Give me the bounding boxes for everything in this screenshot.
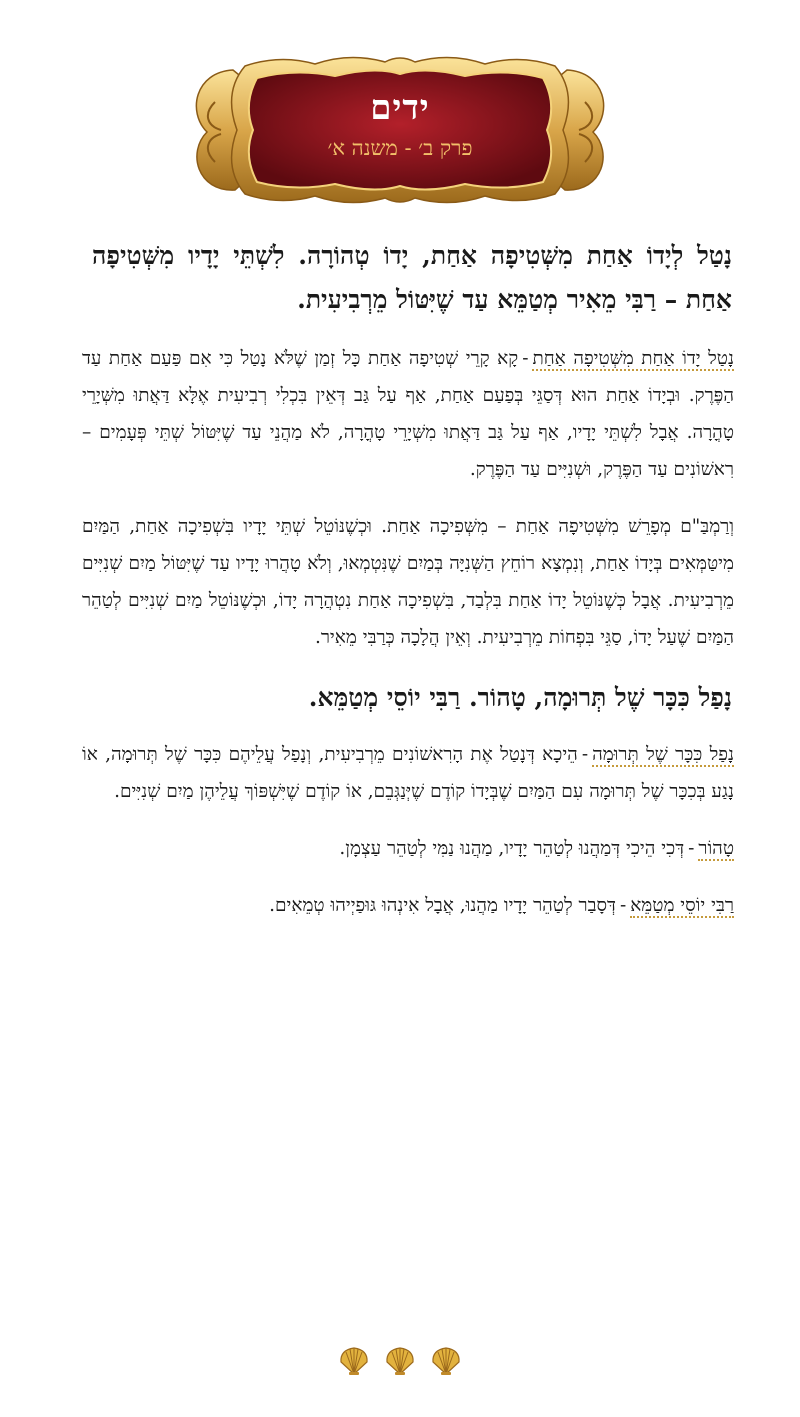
- shell-icon: [384, 1346, 416, 1376]
- commentary-paragraph: [82, 736, 734, 810]
- term-separator: -: [688, 838, 695, 859]
- commentary-term: נָטַל יָדוֹ אַחַת מִשְּׁטִיפָה אַחַת: [532, 348, 734, 369]
- commentary-text: דְּסָבַר לְטַהֵר יָדָיו מַהֲנוּ, אֲבָל אִינְהוּ גּוּפַיְיהוּ טְמֵאִים.: [269, 895, 616, 916]
- term-separator: -: [522, 348, 529, 369]
- shell-icon: [430, 1346, 462, 1376]
- ribbon-scroll-graphic: [185, 52, 615, 208]
- title-banner: [185, 52, 615, 208]
- shell-icon: [338, 1346, 370, 1376]
- commentary-paragraph: [82, 830, 734, 867]
- commentary-text: וְרַמְבַּ"ם מְפָרֵשׁ מִשְּׁטִיפָה אַחַת – מִשְּׁפִיכָה אַחַת. וּכְשֶׁנּוֹטֵל שְׁתֵּי יָדָיו בִּשְׁפִיכָה אַחַת, הַמַּיִם מִיטַּמְּאִים בְּיָדוֹ אַחַת, וְנִמְצָא רוֹחֵץ הַשְּׁנִיָּה בְּמַיִם שֶׁנִּטְמְאוּ, וְלֹא טָהֲרוּ יָדָיו עַד שֶׁיִּטּוֹל מַיִם שְׁנִיִּים מֵרְבִיעִית. אֲבָל כְּשֶׁנּוֹטֵל יָדוֹ אַחַת בִּלְבַד, בִּשְׁפִיכָה אַחַת נִטְהֲרָה יָדוֹ, וּכְשֶׁנּוֹטֵל מַיִם שְׁנִיִּים לְטַהֵר הַמַּיִם שֶׁעַל יָדוֹ, סַגֵּי בִּפְחוֹת מֵרְבִיעִית. וְאֵין הֲלָכָה כְּרַבִּי מֵאִיר.: [82, 516, 734, 648]
- footer-ornament: [0, 1346, 800, 1376]
- commentary-text: קָא קָרֵי שְׁטִיפָה אַחַת כָּל זְמַן שֶׁלֹּא נָטַל כִּי אִם פַּעַם אַחַת עַד הַפֶּרֶק. וּבְיָדוֹ אַחַת הוּא דְּסַגֵּי בְּפַעַם אַחַת, אַף עַל גַּב דְּאֵין בִּכְלִי רְבִיעִית אֶלָּא דַּאֲתוּ מִשְּׁיָרֵי טָהֳרָה. אֲבָל לִשְׁתֵּי יָדָיו, אַף עַל גַּב דַּאֲתוּ מִשְּׁיָרֵי טָהֳרָה, לֹא מַהֲנֵי עַד שֶׁיִּטּוֹל שְׁתֵּי פְּעָמִים – רִאשׁוֹנִים עַד הַפֶּרֶק, וּשְׁנִיִּים עַד הַפֶּרֶק.: [82, 348, 734, 480]
- term-separator: -: [581, 744, 589, 765]
- chapter-subtitle: פרק ב׳ - משנה א׳: [327, 136, 473, 160]
- commentary-term: רַבִּי יוֹסֵי מְטַמֵּא: [630, 895, 734, 916]
- commentary-term: נָפַל כִּכָּר שֶׁל תְּרוּמָה: [592, 744, 734, 765]
- commentary-paragraph: [82, 508, 734, 656]
- commentary-paragraph: [82, 340, 734, 488]
- article-content: [82, 234, 734, 944]
- term-separator: -: [619, 895, 627, 916]
- commentary-text: הֵיכָא דְּנָטַל אֶת הָרִאשׁוֹנִים מֵרְבִיעִית, וְנָפַל עֲלֵיהֶם כִּכָּר שֶׁל תְּרוּמָה, אוֹ נָגַע בְּכִכָּר שֶׁל תְּרוּמָה עִם הַמַּיִם שֶׁבְּיָדוֹ קוֹדֶם שֶׁיְּנַגְּבֵם, אוֹ קוֹדֶם שֶׁיִּשְׁפּוֹךְ עֲלֵיהֶן מַיִם שְׁנִיִּים.: [82, 744, 734, 802]
- mishnah-text-2: נָפַל כִּכָּר שֶׁל תְּרוּמָה, טָהוֹר. רַבִּי יוֹסֵי מְטַמֵּא.: [308, 683, 732, 712]
- commentary-paragraph: [82, 887, 734, 924]
- tractate-title: ידים: [370, 88, 430, 128]
- commentary-term: טָהוֹר: [698, 838, 734, 859]
- commentary-text: דְּכִי הֵיכִי דְּמַהֲנוּ לְטַהֵר יָדָיו, מַהֲנוּ נַמִּי לְטַהֵר עַצְמָן.: [339, 838, 685, 859]
- mishnah-text-1: נָטַל לְיָדוֹ אַחַת מִשְּׁטִיפָה אַחַת, יָדוֹ טְהוֹרָה. לִשְׁתֵּי יָדָיו מִשְּׁטִיפָה אַחַת – רַבִּי מֵאִיר מְטַמֵּא עַד שֶׁיִּטּוֹל מֵרְבִיעִית.: [92, 241, 732, 314]
